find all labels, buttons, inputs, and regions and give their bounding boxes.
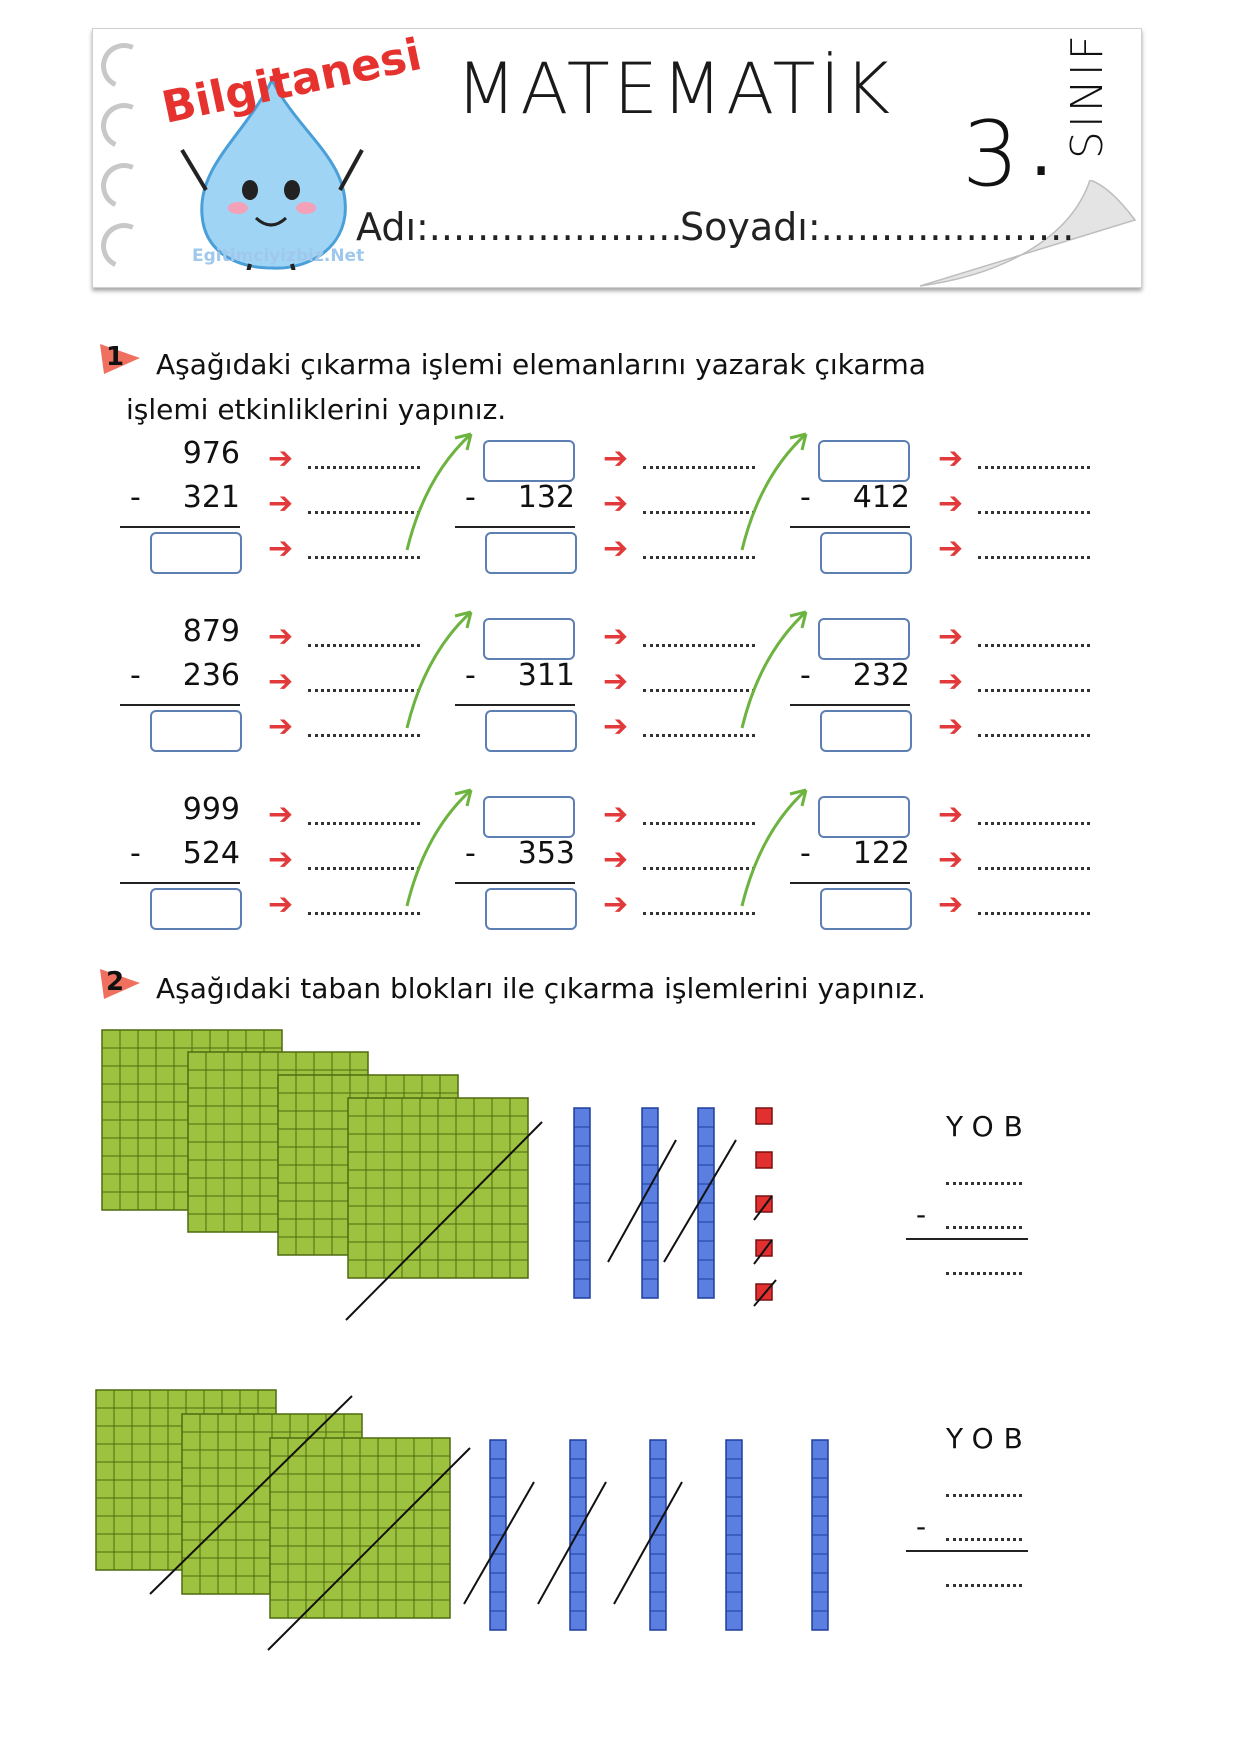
minus-sign: - [130, 480, 141, 515]
arrow-icon: ➔ [268, 709, 294, 744]
subtrahend-value: 524 [182, 836, 240, 871]
arrow-icon: ➔ [603, 797, 629, 832]
grade-number: 3 [962, 102, 1020, 207]
minuend-blank[interactable] [946, 1494, 1022, 1497]
one-cube [756, 1108, 772, 1124]
arrow-icon: ➔ [268, 619, 294, 654]
minus-sign: - [800, 658, 811, 693]
minuend-value: 976 [182, 436, 240, 471]
subtrahend-value: 132 [517, 480, 575, 515]
minus-sign: - [130, 658, 141, 693]
arrow-icon: ➔ [603, 887, 629, 922]
arrow-icon: ➔ [268, 486, 294, 521]
difference-blank[interactable] [946, 1584, 1022, 1587]
minuend-blank[interactable] [946, 1182, 1022, 1185]
subtrahend-value: 122 [852, 836, 910, 871]
subtrahend-value: 412 [852, 480, 910, 515]
arrow-icon: ➔ [268, 887, 294, 922]
arrow-icon: ➔ [938, 619, 964, 654]
subtrahend-value: 311 [517, 658, 575, 693]
minus-sign: - [465, 836, 476, 871]
question-number: 2 [106, 967, 125, 997]
arrow-icon: ➔ [938, 486, 964, 521]
arrow-icon: ➔ [938, 531, 964, 566]
subtrahend-blank[interactable] [946, 1538, 1022, 1541]
arrow-icon: ➔ [603, 441, 629, 476]
arrow-icon: ➔ [938, 441, 964, 476]
arrow-icon: ➔ [938, 797, 964, 832]
arrow-icon: ➔ [938, 842, 964, 877]
arrow-icon: ➔ [268, 797, 294, 832]
logo-wordmark: Bilgitanesi [157, 29, 426, 134]
yob-header: YOB [946, 1422, 1033, 1455]
result-line [906, 1238, 1028, 1240]
question-text: Aşağıdaki taban blokları ile çıkarma işlemlerini yapınız. [156, 972, 926, 1005]
difference-blank[interactable] [946, 1272, 1022, 1275]
one-cube [756, 1152, 772, 1168]
arrow-icon: ➔ [268, 842, 294, 877]
minuend-value: 999 [182, 792, 240, 827]
arrow-icon: ➔ [603, 619, 629, 654]
arrow-icon: ➔ [603, 709, 629, 744]
minus-sign: - [465, 658, 476, 693]
subtrahend-value: 236 [182, 658, 240, 693]
arrow-icon: ➔ [268, 664, 294, 699]
arrow-icon: ➔ [938, 887, 964, 922]
subtrahend-value: 321 [182, 480, 240, 515]
result-line [906, 1550, 1028, 1552]
arrow-icon: ➔ [268, 441, 294, 476]
subtrahend-value: 353 [517, 836, 575, 871]
question-text-line1: Aşağıdaki çıkarma işlemi elemanlarını yazarak çıkarma [156, 348, 926, 381]
arrow-icon: ➔ [603, 664, 629, 699]
arrow-icon: ➔ [268, 531, 294, 566]
minus-sign: - [916, 1510, 927, 1543]
arrow-icon: ➔ [603, 842, 629, 877]
arrow-icon: ➔ [938, 664, 964, 699]
page-title: MATEMATİK [456, 48, 894, 130]
minus-sign: - [800, 480, 811, 515]
arrow-icon: ➔ [603, 486, 629, 521]
question-number: 1 [106, 342, 125, 372]
minus-sign: - [130, 836, 141, 871]
name-field[interactable]: Adı:..................... [356, 205, 683, 249]
arrow-icon: ➔ [938, 709, 964, 744]
surname-field[interactable]: Soyadı:..................... [680, 205, 1075, 249]
cross-out-line [614, 1482, 682, 1604]
subtrahend-value: 232 [852, 658, 910, 693]
grade-dot: . [1030, 110, 1053, 192]
minus-sign: - [465, 480, 476, 515]
yob-header: YOB [946, 1110, 1033, 1143]
minus-sign: - [916, 1198, 927, 1231]
logo-website: Egitimciyizbiz.Net [192, 246, 365, 266]
arrow-icon: ➔ [603, 531, 629, 566]
minuend-value: 879 [182, 614, 240, 649]
grade-word: SINIF [1062, 32, 1113, 160]
minus-sign: - [800, 836, 811, 871]
question-text-line2: işlemi etkinliklerini yapınız. [126, 393, 507, 426]
subtrahend-blank[interactable] [946, 1226, 1022, 1229]
